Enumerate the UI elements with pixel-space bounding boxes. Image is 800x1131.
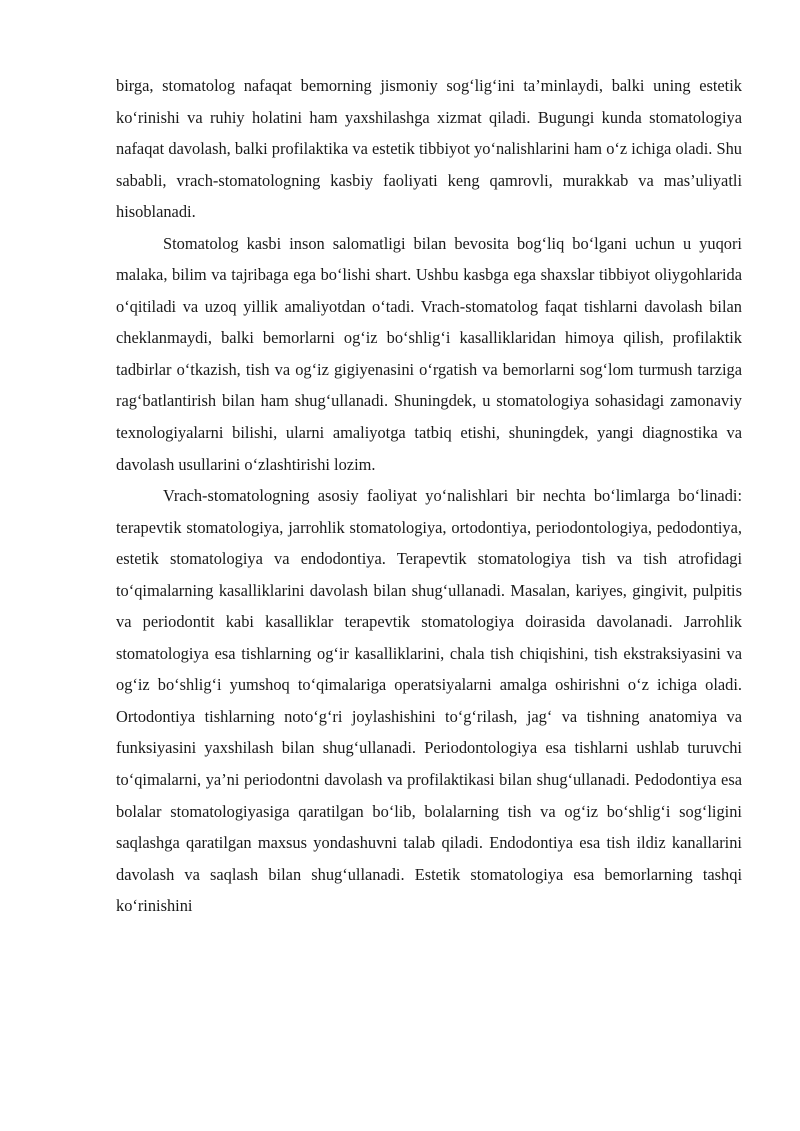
document-body bbox=[116, 70, 742, 922]
paragraph-stomatolog-kasbi: Stomatolog kasbi inson salomatligi bilan bevosita bog‘liq bo‘lgani uchun u yuqori malaka, bilim va tajribaga ega bo‘lishi shart. Ushbu kasbga ega shaxslar tibbiyot oliygohlarida o‘qitiladi va uzoq yillik amaliyotdan o‘tadi. Vrach-stomatolog faqat tishlarni davolash bilan cheklanmaydi, balki bemorlarni og‘iz bo‘shlig‘i kasalliklaridan himoya qilish, profilaktik tadbirlar o‘tkazish, tish va og‘iz gigiyenasini o‘rgatish va bemorlarni sog‘lom turmush tarziga rag‘batlantirish bilan ham shug‘ullanadi. Shuningdek, u stomatologiya sohasidagi zamonaviy texnologiyalarni bilishi, ularni amaliyotga tatbiq etishi, shuningdek, yangi diagnostika va davolash usullarini o‘zlashtirishi lozim. bbox=[116, 233, 742, 474]
paragraph-continuation: birga, stomatolog nafaqat bemorning jismoniy sog‘lig‘ini ta’minlaydi, balki uning estetik ko‘rinishi va ruhiy holatini ham yaxshilashga xizmat qiladi. Bugungi kunda stomatologiya nafaqat davolash, balki profilaktika va estetik tibbiyot yo‘nalishlarini ham o‘z ichiga oladi. Shu sababli, vrach-stomatologning kasbiy faoliyati keng qamrovli, murakkab va mas’uliyatli hisoblanadi. bbox=[116, 76, 742, 222]
paragraph-faoliyat-yonalishlari: Vrach-stomatologning asosiy faoliyat yo‘nalishlari bir nechta bo‘limlarga bo‘linadi: terapevtik stomatologiya, jarrohlik stomatologiya, ortodontiya, periodontologiya, pedodontiya, estetik stomatologiya va endodontiya. Terapevtik stomatologiya tish va tish atrofidagi to‘qimalarning kasalliklarini davolash bilan shug‘ullanadi. Masalan, kariyes, gingivit, pulpitis va periodontit kabi kasalliklar terapevtik stomatologiya doirasida davolanadi. Jarrohlik stomatologiya esa tishlarning og‘ir kasalliklarini, chala tish chiqishini, tish ekstraksiyasini va og‘iz bo‘shlig‘i yumshoq to‘qimalariga operatsiyalarni amalga oshirishni o‘z ichiga oladi. Ortodontiya tishlarning noto‘g‘ri joylashishini to‘g‘rilash, jag‘ va tishning anatomiya va funksiyasini yaxshilash bilan shug‘ullanadi. Periodontologiya esa tishlarni ushlab turuvchi to‘qimalarni, ya’ni periodontni davolash va profilaktikasi bilan shug‘ullanadi. Pedodontiya esa bolalar stomatologiyasiga qaratilgan bo‘lib, bolalarning tish va og‘iz bo‘shlig‘i sog‘ligini saqlashga qaratilgan maxsus yondashuvni talab qiladi. Endodontiya esa tish ildiz kanallarini davolash va saqlash bilan shug‘ullanadi. Estetik stomatologiya esa bemorlarning tashqi ko‘rinishini bbox=[116, 486, 742, 916]
